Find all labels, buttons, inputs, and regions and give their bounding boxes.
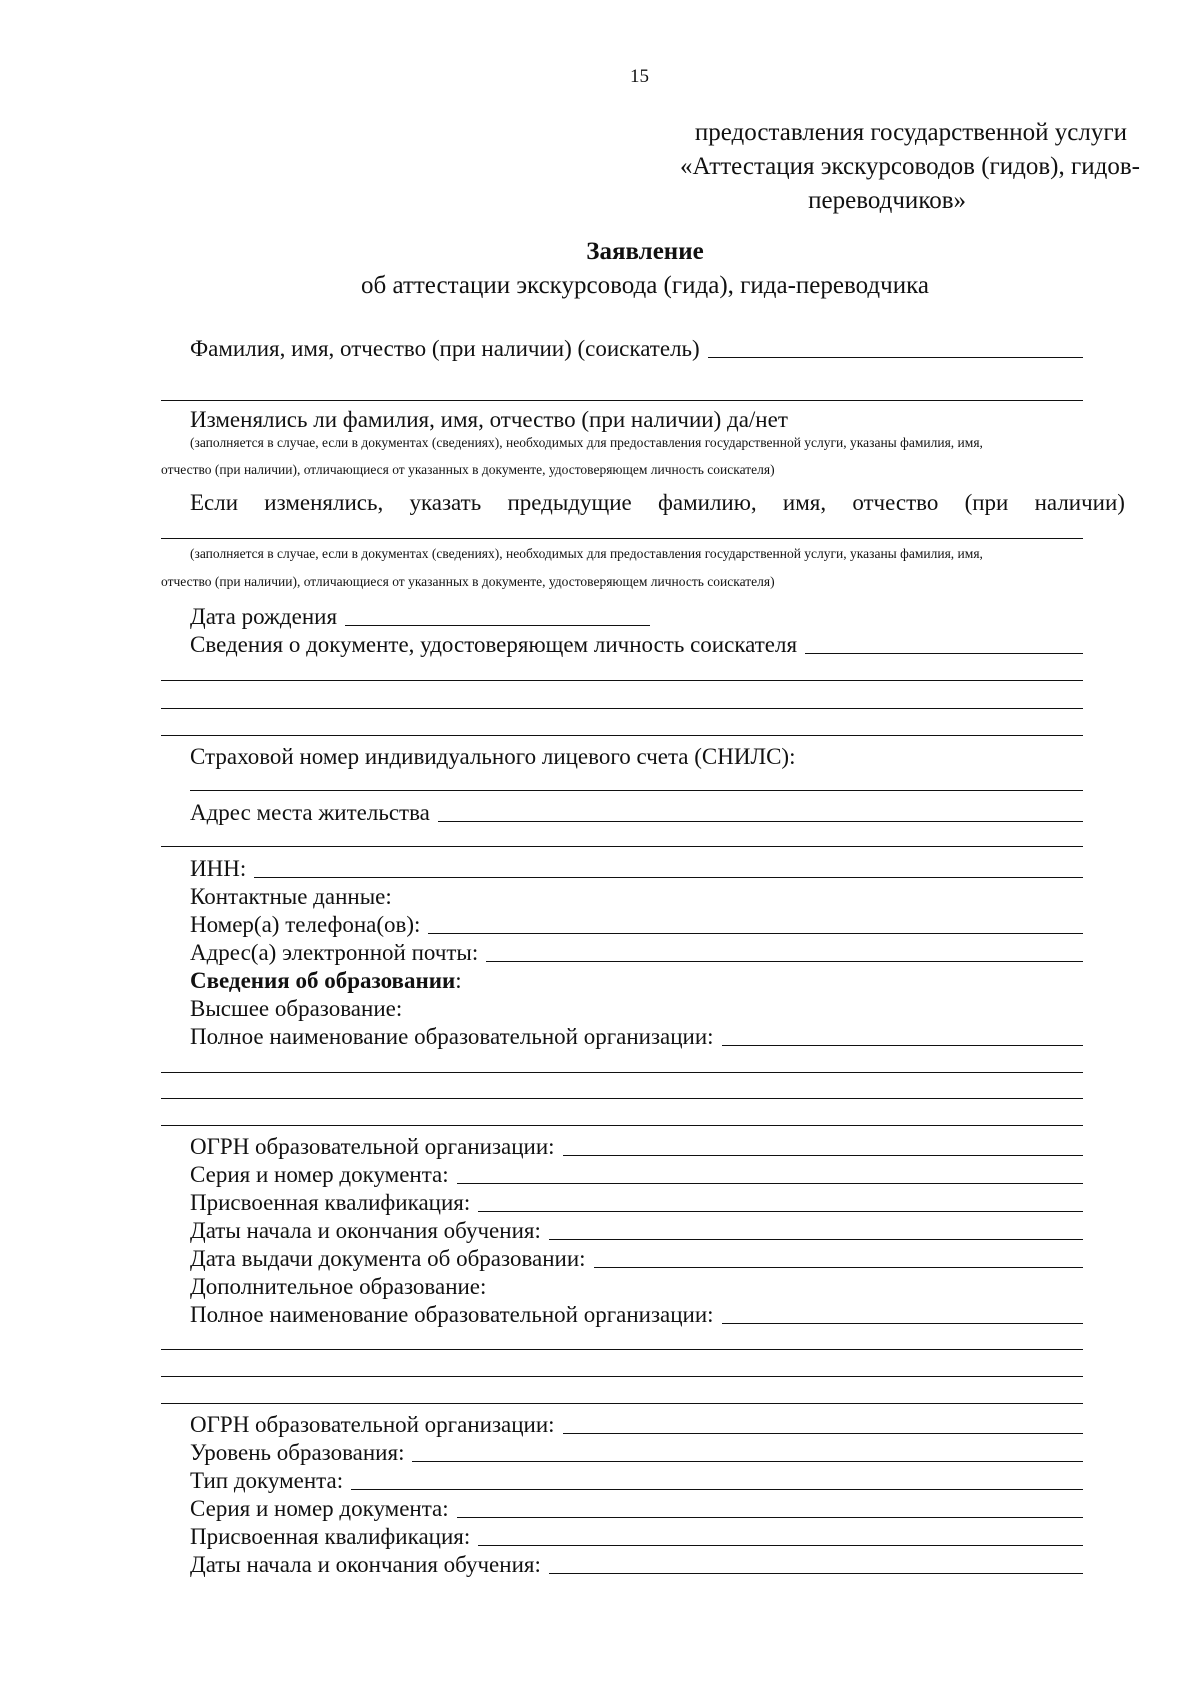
doc-series-1-row — [190, 1158, 1083, 1188]
address-row — [190, 796, 1083, 826]
study-dates-2-row — [190, 1548, 1083, 1578]
org-name-1-field[interactable] — [722, 1023, 1083, 1046]
qualification-1-field[interactable] — [478, 1189, 1083, 1212]
id-document-line-2[interactable] — [161, 680, 1083, 681]
qualification-2-field[interactable] — [478, 1523, 1083, 1546]
org-name-2-line-4[interactable] — [161, 1403, 1083, 1404]
doc-series-2-field[interactable] — [457, 1495, 1083, 1518]
fio-field[interactable] — [708, 335, 1083, 358]
inn-field[interactable] — [254, 855, 1083, 878]
id-document-field[interactable] — [805, 631, 1083, 654]
prev-fio-word: предыдущие — [507, 490, 632, 515]
prev-fio-word: (при — [964, 490, 1009, 515]
additional-education-label: Дополнительное образование: — [190, 1274, 487, 1299]
fio-continuation-line[interactable] — [161, 400, 1083, 401]
ogrn-1-row — [190, 1130, 1083, 1160]
phone-label: Номер(а) телефона(ов): — [190, 912, 421, 937]
prev-fio-word: имя, — [782, 490, 827, 515]
education-heading: Сведения об образовании — [190, 968, 456, 993]
email-field[interactable] — [486, 939, 1083, 962]
header-line-2: «Аттестация экскурсоводов (гидов), гидов- — [679, 153, 1140, 180]
snils-label: Страховой номер индивидуального лицевого счета (СНИЛС): — [190, 744, 796, 769]
study-dates-2-field[interactable] — [549, 1551, 1083, 1574]
birth-date-label: Дата рождения — [190, 604, 338, 629]
qualification-2-label: Присвоенная квалификация: — [190, 1524, 471, 1549]
org-name-1-row — [190, 1020, 1083, 1050]
education-heading-colon: : — [455, 968, 462, 993]
org-name-2-label: Полное наименование образовательной организации: — [190, 1302, 714, 1327]
birth-date-row — [190, 600, 1083, 630]
doc-series-1-label: Серия и номер документа: — [190, 1162, 449, 1187]
ogrn-1-field[interactable] — [563, 1133, 1083, 1156]
prev-fio-word: изменялись, — [264, 490, 384, 515]
org-name-1-line-2[interactable] — [161, 1072, 1083, 1073]
note-2-line-b: отчество (при наличии), отличающиеся от указанных в документе, удостоверяющем личность соискателя) — [161, 574, 775, 589]
study-dates-2-label: Даты начала и окончания обучения: — [190, 1552, 541, 1577]
prev-fio-word: фамилию, — [657, 490, 757, 515]
org-name-1-label: Полное наименование образовательной организации: — [190, 1024, 714, 1049]
ogrn-2-label: ОГРН образовательной организации: — [190, 1412, 555, 1437]
prev-fio-word: указать — [409, 490, 482, 515]
address-label: Адрес места жительства — [190, 800, 430, 825]
phone-row — [190, 908, 1083, 938]
issue-date-label: Дата выдачи документа об образовании: — [190, 1246, 586, 1271]
doc-type-row — [190, 1464, 1083, 1494]
issue-date-row — [190, 1242, 1083, 1272]
qualification-2-row — [190, 1520, 1083, 1550]
education-level-label: Уровень образования: — [190, 1440, 405, 1465]
ogrn-1-label: ОГРН образовательной организации: — [190, 1134, 555, 1159]
header-line-1: предоставления государственной услуги — [694, 119, 1127, 146]
prev-fio-word: отчество — [852, 490, 939, 515]
header-line-3: переводчиков» — [808, 187, 966, 214]
contacts-label: Контактные данные: — [190, 884, 392, 909]
doc-type-label: Тип документа: — [190, 1468, 344, 1493]
qualification-1-label: Присвоенная квалификация: — [190, 1190, 471, 1215]
address-line-2[interactable] — [161, 846, 1083, 847]
issue-date-field[interactable] — [594, 1245, 1083, 1268]
address-field[interactable] — [438, 799, 1083, 822]
birth-date-field[interactable] — [345, 603, 650, 626]
snils-row — [190, 740, 1083, 770]
fio-row — [190, 332, 1083, 362]
phone-field[interactable] — [428, 911, 1083, 934]
org-name-2-row — [190, 1298, 1083, 1328]
previous-fio-field[interactable] — [161, 538, 1083, 539]
note-2-line-a: (заполняется в случае, если в документах (сведениях), необходимых для предоставления государственной услуги, указаны фамилия, имя, — [190, 546, 983, 561]
doc-series-2-label: Серия и номер документа: — [190, 1496, 449, 1521]
id-document-line-3[interactable] — [161, 708, 1083, 709]
prev-fio-word: наличии) — [1034, 490, 1125, 515]
doc-type-field[interactable] — [351, 1467, 1083, 1490]
note-1-line-b: отчество (при наличии), отличающиеся от указанных в документе, удостоверяющем личность соискателя) — [161, 462, 775, 477]
org-name-2-line-3[interactable] — [161, 1376, 1083, 1377]
page-number: 15 — [630, 66, 649, 87]
org-name-2-field[interactable] — [722, 1301, 1083, 1324]
id-document-label: Сведения о документе, удостоверяющем личность соискателя — [190, 632, 798, 657]
qualification-1-row — [190, 1186, 1083, 1216]
org-name-1-line-3[interactable] — [161, 1098, 1083, 1099]
document-subtitle: об аттестации экскурсовода (гида), гида-переводчика — [361, 272, 929, 299]
higher-education-row — [190, 992, 1083, 1022]
additional-education-row — [190, 1270, 1083, 1300]
fio-changed-label: Изменялись ли фамилия, имя, отчество (при наличии) да/нет — [190, 407, 788, 432]
education-level-field[interactable] — [412, 1439, 1083, 1462]
inn-row — [190, 852, 1083, 882]
education-heading-row — [190, 964, 1083, 994]
doc-series-1-field[interactable] — [457, 1161, 1083, 1184]
doc-series-2-row — [190, 1492, 1083, 1522]
study-dates-1-row — [190, 1214, 1083, 1244]
prev-fio-word: Если — [190, 490, 239, 515]
org-name-2-line-2[interactable] — [161, 1349, 1083, 1350]
contacts-row — [190, 880, 1083, 910]
id-document-row — [190, 628, 1083, 658]
note-1-line-a: (заполняется в случае, если в документах (сведениях), необходимых для предоставления государственной услуги, указаны фамилия, имя, — [190, 435, 983, 450]
fio-label: Фамилия, имя, отчество (при наличии) (соискатель) — [190, 336, 700, 361]
ogrn-2-row — [190, 1408, 1083, 1438]
email-label: Адрес(а) электронной почты: — [190, 940, 479, 965]
document-title: Заявление — [586, 238, 704, 265]
study-dates-1-label: Даты начала и окончания обучения: — [190, 1218, 541, 1243]
fio-changed-row — [190, 403, 1083, 433]
study-dates-1-field[interactable] — [549, 1217, 1083, 1240]
ogrn-2-field[interactable] — [563, 1411, 1083, 1434]
education-level-row — [190, 1436, 1083, 1466]
org-name-1-line-4[interactable] — [161, 1125, 1083, 1126]
id-document-line-4[interactable] — [161, 735, 1083, 736]
higher-education-label: Высшее образование: — [190, 996, 403, 1021]
previous-fio-label — [190, 490, 1125, 516]
email-row — [190, 936, 1083, 966]
snils-field[interactable] — [190, 790, 1083, 791]
inn-label: ИНН: — [190, 856, 247, 881]
